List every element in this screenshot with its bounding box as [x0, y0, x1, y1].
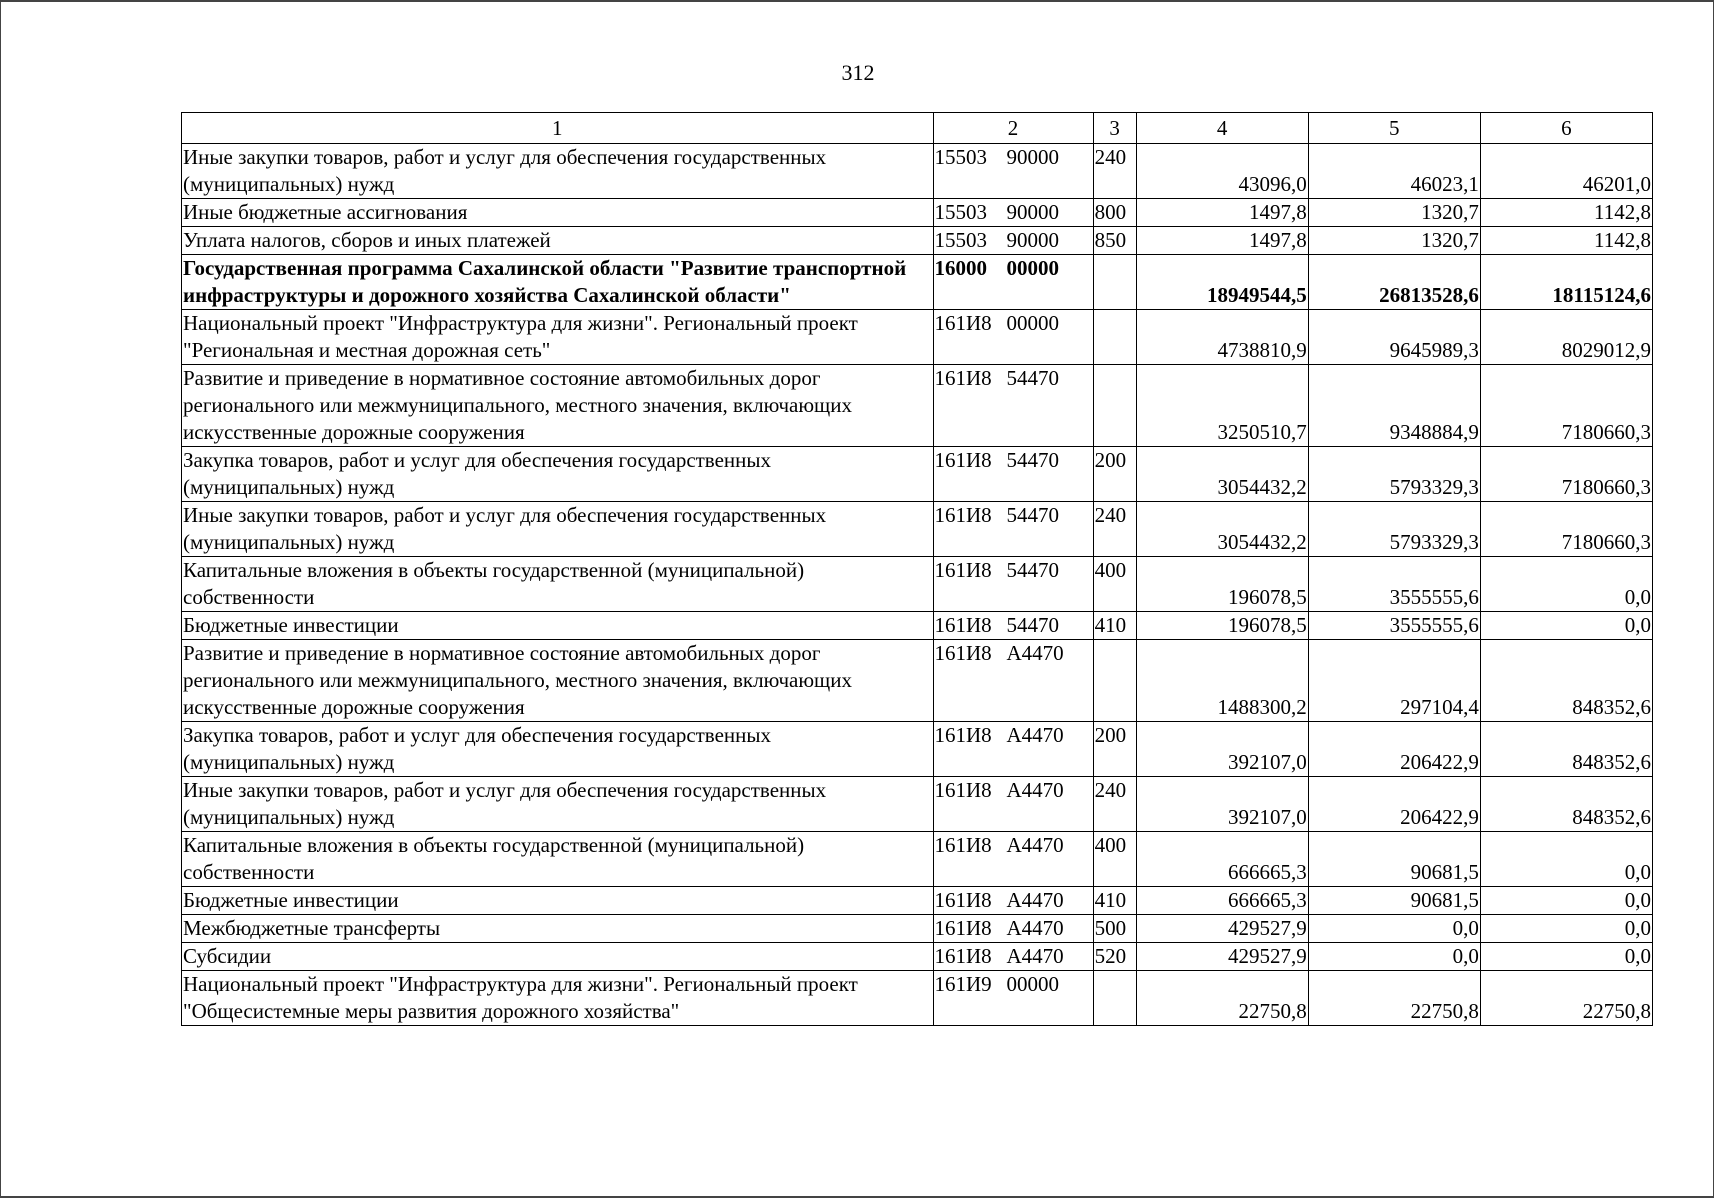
- header-col-2: 2: [933, 113, 1093, 144]
- row-code: [933, 447, 1093, 502]
- value-col-6: 0,0: [1480, 557, 1652, 612]
- table-row: [182, 557, 1653, 612]
- value-col-6: 7180660,3: [1480, 365, 1652, 447]
- direction-code: 54470: [1006, 448, 1059, 472]
- row-name: Иные закупки товаров, работ и услуг для обеспечения государственных (муниципальных) нужд: [182, 502, 934, 557]
- value-col-4: 429527,9: [1136, 915, 1308, 943]
- row-code: [933, 502, 1093, 557]
- table-row: [182, 722, 1653, 777]
- value-col-5: 1320,7: [1308, 227, 1480, 255]
- row-code: [933, 832, 1093, 887]
- row-code: [933, 777, 1093, 832]
- program-code: 161И8: [934, 613, 992, 637]
- row-name: Уплата налогов, сборов и иных платежей: [182, 227, 934, 255]
- value-col-4: 429527,9: [1136, 943, 1308, 971]
- program-code: 15503: [934, 145, 987, 169]
- value-col-6: 0,0: [1480, 943, 1652, 971]
- row-name: Субсидии: [182, 943, 934, 971]
- header-col-1: 1: [182, 113, 934, 144]
- value-col-4: 196078,5: [1136, 612, 1308, 640]
- expense-type-code: [1093, 640, 1136, 722]
- value-col-5: 3555555,6: [1308, 557, 1480, 612]
- value-col-4: 1488300,2: [1136, 640, 1308, 722]
- direction-code: 54470: [1006, 613, 1059, 637]
- value-col-4: 666665,3: [1136, 832, 1308, 887]
- value-col-6: 1142,8: [1480, 199, 1652, 227]
- table-row: [182, 310, 1653, 365]
- direction-code: А4470: [1006, 723, 1064, 747]
- program-code: 161И9: [934, 972, 992, 996]
- direction-code: 00000: [1006, 311, 1059, 335]
- program-code: 161И8: [934, 641, 992, 665]
- expense-type-code: 240: [1093, 777, 1136, 832]
- direction-code: А4470: [1006, 833, 1064, 857]
- value-col-4: 3054432,2: [1136, 447, 1308, 502]
- direction-code: 54470: [1006, 503, 1059, 527]
- header-row: [182, 113, 1653, 144]
- expense-type-code: 410: [1093, 612, 1136, 640]
- page-number: 312: [841, 60, 875, 85]
- value-col-4: 3054432,2: [1136, 502, 1308, 557]
- row-code: [933, 227, 1093, 255]
- header-col-5: 5: [1308, 113, 1480, 144]
- expense-type-code: 850: [1093, 227, 1136, 255]
- expense-type-code: [1093, 971, 1136, 1026]
- value-col-5: 3555555,6: [1308, 612, 1480, 640]
- direction-code: 90000: [1006, 200, 1059, 224]
- direction-code: 00000: [1006, 972, 1059, 996]
- program-code: 161И8: [934, 916, 992, 940]
- value-col-5: 5793329,3: [1308, 447, 1480, 502]
- direction-code: 54470: [1006, 558, 1059, 582]
- expense-type-code: [1093, 365, 1136, 447]
- value-col-4: 3250510,7: [1136, 365, 1308, 447]
- value-col-5: 26813528,6: [1308, 255, 1480, 310]
- program-code: 161И8: [934, 448, 992, 472]
- row-code: [933, 640, 1093, 722]
- expense-type-code: 500: [1093, 915, 1136, 943]
- value-col-5: 206422,9: [1308, 777, 1480, 832]
- program-code: 161И8: [934, 311, 992, 335]
- value-col-4: 666665,3: [1136, 887, 1308, 915]
- value-col-5: 5793329,3: [1308, 502, 1480, 557]
- value-col-4: 22750,8: [1136, 971, 1308, 1026]
- direction-code: А4470: [1006, 916, 1064, 940]
- table-row: [182, 943, 1653, 971]
- program-code: 161И8: [934, 503, 992, 527]
- table-row: [182, 887, 1653, 915]
- program-code: 161И8: [934, 833, 992, 857]
- row-name: Иные закупки товаров, работ и услуг для обеспечения государственных (муниципальных) нужд: [182, 144, 934, 199]
- expense-type-code: 200: [1093, 722, 1136, 777]
- value-col-6: 0,0: [1480, 612, 1652, 640]
- table-row: [182, 365, 1653, 447]
- header-col-6: 6: [1480, 113, 1652, 144]
- expense-type-code: [1093, 255, 1136, 310]
- value-col-4: 392107,0: [1136, 722, 1308, 777]
- table-row: [182, 199, 1653, 227]
- program-code: 161И8: [934, 778, 992, 802]
- expense-type-code: 400: [1093, 832, 1136, 887]
- value-col-5: 0,0: [1308, 915, 1480, 943]
- table-row: [182, 915, 1653, 943]
- expense-type-code: 200: [1093, 447, 1136, 502]
- value-col-5: 0,0: [1308, 943, 1480, 971]
- program-code: 161И8: [934, 723, 992, 747]
- table-row: [182, 227, 1653, 255]
- row-code: [933, 722, 1093, 777]
- row-name: Иные закупки товаров, работ и услуг для обеспечения государственных (муниципальных) нужд: [182, 777, 934, 832]
- value-col-6: 0,0: [1480, 887, 1652, 915]
- row-name: Иные бюджетные ассигнования: [182, 199, 934, 227]
- row-name: Развитие и приведение в нормативное состояние автомобильных дорог регионального или межмуниципального, местного значения, включающих искусственные дорожные сооружения: [182, 365, 934, 447]
- value-col-5: 297104,4: [1308, 640, 1480, 722]
- row-code: [933, 943, 1093, 971]
- expense-type-code: 400: [1093, 557, 1136, 612]
- row-code: [933, 887, 1093, 915]
- expense-type-code: 520: [1093, 943, 1136, 971]
- expense-type-code: 800: [1093, 199, 1136, 227]
- value-col-5: 1320,7: [1308, 199, 1480, 227]
- row-code: [933, 365, 1093, 447]
- value-col-4: 4738810,9: [1136, 310, 1308, 365]
- value-col-4: 392107,0: [1136, 777, 1308, 832]
- table-row: [182, 447, 1653, 502]
- program-code: 16000: [934, 256, 987, 280]
- value-col-6: 1142,8: [1480, 227, 1652, 255]
- table-row: [182, 640, 1653, 722]
- row-code: [933, 199, 1093, 227]
- table-row: [182, 777, 1653, 832]
- header-col-4: 4: [1136, 113, 1308, 144]
- value-col-4: 18949544,5: [1136, 255, 1308, 310]
- value-col-6: 848352,6: [1480, 640, 1652, 722]
- row-code: [933, 971, 1093, 1026]
- value-col-6: 7180660,3: [1480, 502, 1652, 557]
- value-col-6: 18115124,6: [1480, 255, 1652, 310]
- value-col-6: 7180660,3: [1480, 447, 1652, 502]
- direction-code: А4470: [1006, 888, 1064, 912]
- program-code: 15503: [934, 228, 987, 252]
- table-row: [182, 502, 1653, 557]
- row-name: Капитальные вложения в объекты государственной (муниципальной) собственности: [182, 832, 934, 887]
- value-col-5: 206422,9: [1308, 722, 1480, 777]
- table-row: [182, 832, 1653, 887]
- expense-type-code: 240: [1093, 502, 1136, 557]
- row-name: Бюджетные инвестиции: [182, 887, 934, 915]
- value-col-6: 0,0: [1480, 832, 1652, 887]
- row-code: [933, 144, 1093, 199]
- row-name: Национальный проект "Инфраструктура для жизни". Региональный проект "Региональная и местная дорожная сеть": [182, 310, 934, 365]
- value-col-5: 9645989,3: [1308, 310, 1480, 365]
- direction-code: 54470: [1006, 366, 1059, 390]
- direction-code: 90000: [1006, 228, 1059, 252]
- table-row: [182, 612, 1653, 640]
- value-col-4: 1497,8: [1136, 227, 1308, 255]
- row-code: [933, 255, 1093, 310]
- table-row: [182, 255, 1653, 310]
- row-name: Бюджетные инвестиции: [182, 612, 934, 640]
- value-col-5: 90681,5: [1308, 887, 1480, 915]
- expense-type-code: 240: [1093, 144, 1136, 199]
- row-code: [933, 915, 1093, 943]
- program-code: 161И8: [934, 366, 992, 390]
- table-row: [182, 144, 1653, 199]
- value-col-5: 9348884,9: [1308, 365, 1480, 447]
- row-name: Закупка товаров, работ и услуг для обеспечения государственных (муниципальных) нужд: [182, 722, 934, 777]
- row-name: Национальный проект "Инфраструктура для жизни". Региональный проект "Общесистемные меры развития дорожного хозяйства": [182, 971, 934, 1026]
- direction-code: А4470: [1006, 944, 1064, 968]
- value-col-6: 848352,6: [1480, 722, 1652, 777]
- expense-type-code: [1093, 310, 1136, 365]
- row-name: Государственная программа Сахалинской области "Развитие транспортной инфраструктуры и дорожного хозяйства Сахалинской области": [182, 255, 934, 310]
- program-code: 161И8: [934, 944, 992, 968]
- value-col-6: 46201,0: [1480, 144, 1652, 199]
- direction-code: 90000: [1006, 145, 1059, 169]
- expense-type-code: 410: [1093, 887, 1136, 915]
- value-col-6: 8029012,9: [1480, 310, 1652, 365]
- direction-code: А4470: [1006, 778, 1064, 802]
- table-body: [182, 144, 1653, 1026]
- header-col-3: 3: [1093, 113, 1136, 144]
- value-col-6: 22750,8: [1480, 971, 1652, 1026]
- row-name: Капитальные вложения в объекты государственной (муниципальной) собственности: [182, 557, 934, 612]
- table-row: [182, 971, 1653, 1026]
- direction-code: А4470: [1006, 641, 1064, 665]
- value-col-6: 0,0: [1480, 915, 1652, 943]
- row-code: [933, 310, 1093, 365]
- budget-table: [181, 112, 1653, 1026]
- row-code: [933, 612, 1093, 640]
- program-code: 15503: [934, 200, 987, 224]
- direction-code: 00000: [1006, 256, 1059, 280]
- value-col-5: 46023,1: [1308, 144, 1480, 199]
- row-name: Закупка товаров, работ и услуг для обеспечения государственных (муниципальных) нужд: [182, 447, 934, 502]
- value-col-4: 196078,5: [1136, 557, 1308, 612]
- value-col-5: 90681,5: [1308, 832, 1480, 887]
- value-col-5: 22750,8: [1308, 971, 1480, 1026]
- value-col-4: 43096,0: [1136, 144, 1308, 199]
- program-code: 161И8: [934, 558, 992, 582]
- row-code: [933, 557, 1093, 612]
- value-col-4: 1497,8: [1136, 199, 1308, 227]
- row-name: Развитие и приведение в нормативное состояние автомобильных дорог регионального или межмуниципального, местного значения, включающих искусственные дорожные сооружения: [182, 640, 934, 722]
- value-col-6: 848352,6: [1480, 777, 1652, 832]
- program-code: 161И8: [934, 888, 992, 912]
- row-name: Межбюджетные трансферты: [182, 915, 934, 943]
